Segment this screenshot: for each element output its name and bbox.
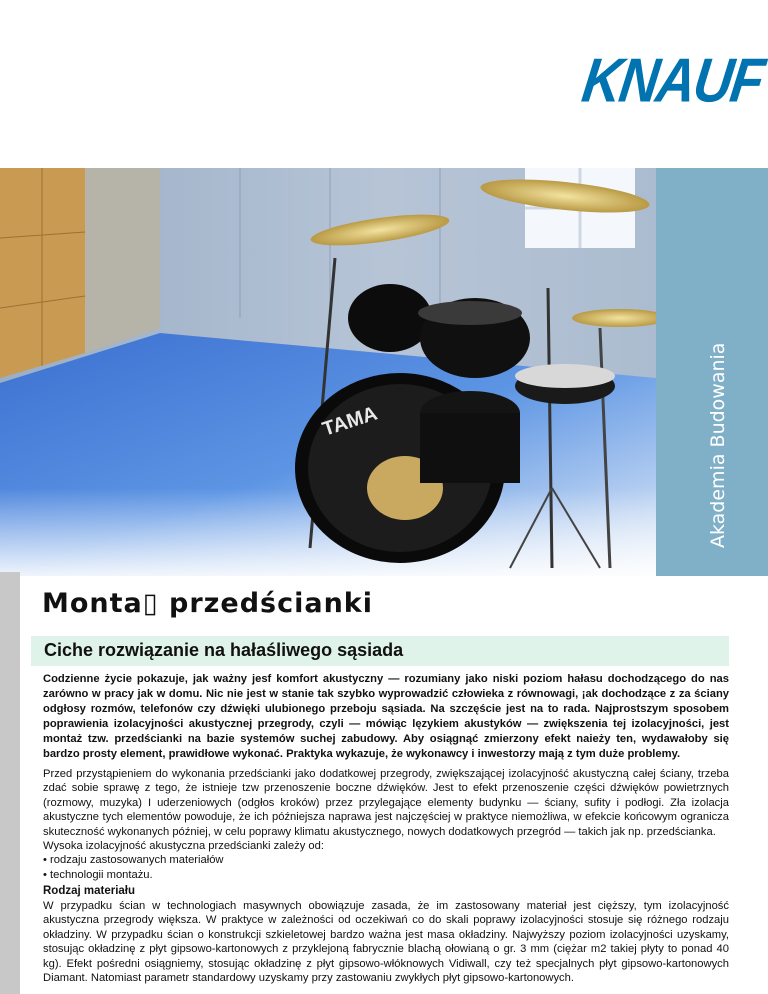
section-heading: Rodzaj materiału: [43, 885, 136, 897]
page-title: Monta▯ przedścianki: [42, 588, 374, 619]
page-subtitle: Ciche rozwiązanie na hałaśliwego sąsiada: [44, 640, 404, 660]
left-accent-bar: [0, 572, 20, 994]
lead-paragraph: Codzienne życie pokazuje, jak ważny jesf komfort akustyczny — rozumiany jako niski poziom hałasu dochodzącego do nas zarówno w pracy jak w domu. Nic nie jest w stanie tak szybko wyprowadzić człowieka z równowagi, ¡ak dochodzące z za ściany odgłosy rozmów, telefonów czy dźwięki ulubionego przeboju sąsiada. Na szczęście jest na to rada. Najprostszym sposobem poprawienia izolacyjności akustycznej przegrody, czyli — mówiąc lęzykiem akustyków — zwiększenia tej izolacyjności, jest montaż tzw. przedścianki na bazie systemów suchej zabudowy. Aby osiągnąć zmierzony efekt naieży ten, wydawałoby się bardzo prosty element, prawidłowe wykonać. Praktyka wykazuje, że wykonawcy i inwestorzy mają z tym duże problemy.: [43, 673, 729, 760]
header-area: [0, 0, 768, 168]
side-label: Akademia Budowania: [707, 342, 729, 548]
drum-kit-photo: [0, 168, 768, 576]
drum-brand-text: TAMA: [319, 402, 381, 441]
knauf-logo: KNAUF: [578, 46, 767, 116]
list-item: • rodzaju zastosowanych materiałów: [43, 854, 224, 867]
list-item: • technologii montażu.: [43, 868, 153, 881]
section-body: W przypadku ścian w technologiach masywnych obowiązuje zasada, że im zastosowany materiał jest cięższy, tym izolacyjność akustyczna przegrody większa. W praktyce w zależności od oczekiwań co do skali poprawy izolacyjności stosuje się różnego rodzaju okładziny. W przypadku ścian o konstrukcji szkieletowej bardzo ważna jest masa okładziny. Najwyższy poziom izolacyjności uzyskamy, stosując okładzinę z płyt gipsowo-kartonowych z przyklejoną fabrycznie blachą ołowianą o gr. 3 mm (ciężar m2 takiej płyty to ponad 40 kg). Efekt pośredni osiągniemy, stosując okładzinę z płyt gipsowo-włóknowych Vidiwall, czy też specjalnych płyt gipsowo-kartonowych Diamant. Natomiast parametr standardowy uzyskamy przy zastowaniu zwykłych płyt gipsowo-kartonowych.: [43, 900, 729, 985]
body-intro: Wysoka izolacyjność akustyczna przedścianki zależy od:: [43, 840, 324, 853]
body-text: [43, 767, 729, 882]
photo-illustration: [0, 168, 768, 576]
body-paragraph: Przed przystąpieniem do wykonania przedścianki jako dodatkowej przegrody, zwiększającej izolacyjność akustyczną całej ściany, trzeba zdać sobie sprawę z tego, że istnieje tzw przenoszenie boczne dźwięków. Jest to efekt przenoszenie części dźwięków powietrznych (rozmowy, muzyka) I uderzeniowych (odgłos kroków) przez przylegające elementy budynku — ściany, sufity i podłogi. Zła izolacja akustyczne tych elementów powoduje, że ich późniejsza naprawa jest najczęściej w praktyce niemożliwa, w efekcie końcowym ogranicza skuteczność wykonanych później, w celu poprawy klimatu akustycznego, nowych dodatkowych przegród — takich jak np. przedścianka.: [43, 768, 729, 838]
